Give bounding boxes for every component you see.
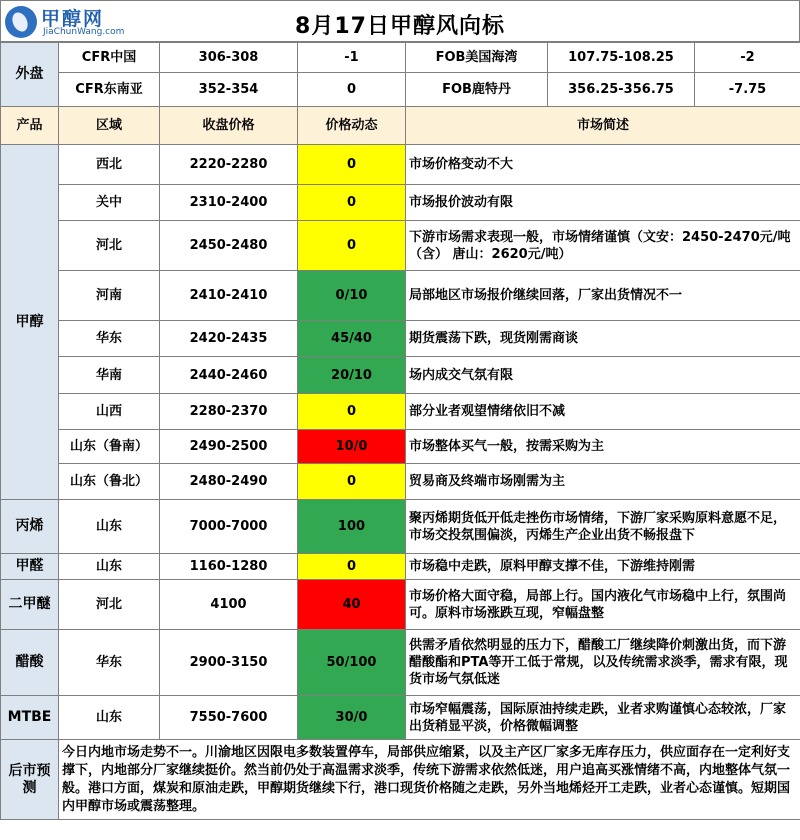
page-title: 8月17日甲醇风向标 (295, 14, 505, 39)
price-cell: 2420-2435 (160, 321, 298, 357)
change-cell: 0 (298, 221, 406, 271)
change-cell: 50/100 (298, 630, 406, 696)
table-row (1, 580, 800, 630)
region-cell: 华东 (59, 630, 160, 696)
region-cell: 山东（鲁南） (59, 430, 160, 464)
region-cell: 河北 (59, 580, 160, 630)
header-product: 产品 (1, 107, 59, 145)
region-cell: 河南 (59, 271, 160, 321)
summary-cell: 部分业者观望情绪依旧不减 (406, 394, 800, 430)
summary-cell: 市场窄幅震荡，国际原油持续走跌，业者求购谨慎心态较浓，厂家出货稍显平淡，价格微幅调整 (406, 696, 800, 740)
price-cell: 2280-2370 (160, 394, 298, 430)
forecast-text: 今日内地市场走势不一。川渝地区因限电多数装置停车，局部供应缩紧，以及主产区厂家多无库存压力，供应面存在一定利好支撑下，内地部分厂家继续挺价。然当前仍处于高温需求淡季，传统下游需求依然低迷，用户追高买涨情绪不高，内地整体气氛一般。港口方面，煤炭和原油走跌，甲醇期货继续下行，港口现货价格随之走跌，另外当地烯烃开工走跌，业者心态谨慎。短期国内甲醇市场或震荡整理。 (59, 740, 800, 820)
market-price: 107.75-108.25 (548, 43, 695, 73)
change-cell: 45/40 (298, 321, 406, 357)
table-row (1, 696, 800, 740)
header-price: 收盘价格 (160, 107, 298, 145)
external-row (1, 73, 800, 107)
region-cell: 关中 (59, 185, 160, 221)
price-table (0, 42, 800, 820)
market-change: -2 (695, 43, 800, 73)
market-change: -7.75 (695, 73, 800, 107)
change-cell: 30/0 (298, 696, 406, 740)
market-change: -1 (298, 43, 406, 73)
change-cell: 0 (298, 145, 406, 185)
logo-english: JiaChunWang.com (43, 27, 125, 37)
price-cell: 2490-2500 (160, 430, 298, 464)
market-price: 356.25-356.75 (548, 73, 695, 107)
price-cell: 2410-2410 (160, 271, 298, 321)
header-region: 区域 (59, 107, 160, 145)
market-price: 306-308 (160, 43, 298, 73)
price-cell: 2480-2490 (160, 464, 298, 500)
table-row (1, 321, 800, 357)
summary-cell: 聚丙烯期货低开低走挫伤市场情绪，下游厂家采购原料意愿不足，市场交投氛围偏淡，丙烯生产企业出货不畅报盘下 (406, 500, 800, 554)
logo-chinese: 甲醇网 (41, 8, 105, 30)
summary-cell: 场内成交气氛有限 (406, 357, 800, 394)
product-methanol: 甲醇 (1, 145, 59, 500)
region-cell: 山东（鲁北） (59, 464, 160, 500)
market-name: FOB鹿特丹 (406, 73, 548, 107)
table-row (1, 145, 800, 185)
region-cell: 西北 (59, 145, 160, 185)
summary-cell: 贸易商及终端市场刚需为主 (406, 464, 800, 500)
market-name: CFR中国 (59, 43, 160, 73)
change-cell: 0 (298, 185, 406, 221)
price-cell: 7000-7000 (160, 500, 298, 554)
market-price: 352-354 (160, 73, 298, 107)
summary-cell: 市场整体买气一般，按需采购为主 (406, 430, 800, 464)
market-change: 0 (298, 73, 406, 107)
price-cell: 2900-3150 (160, 630, 298, 696)
price-cell: 2450-2480 (160, 221, 298, 271)
price-cell: 4100 (160, 580, 298, 630)
price-cell: 2440-2460 (160, 357, 298, 394)
change-cell: 0 (298, 394, 406, 430)
region-cell: 河北 (59, 221, 160, 271)
table-row (1, 394, 800, 430)
summary-cell: 市场报价波动有限 (406, 185, 800, 221)
region-cell: 华南 (59, 357, 160, 394)
table-row (1, 430, 800, 464)
forecast-row (1, 740, 800, 820)
product-cell: 丙烯 (1, 500, 59, 554)
summary-cell: 市场价格大面守稳，局部上行。国内液化气市场稳中上行，氛围尚可。原料市场涨跌互现，窄幅盘整 (406, 580, 800, 630)
report-header (0, 0, 800, 42)
price-cell: 2220-2280 (160, 145, 298, 185)
region-cell: 华东 (59, 321, 160, 357)
price-cell: 2310-2400 (160, 185, 298, 221)
summary-cell: 市场稳中走跌，原料甲醇支撑不佳，下游维持刚需 (406, 554, 800, 580)
change-cell: 10/0 (298, 430, 406, 464)
table-row (1, 630, 800, 696)
price-cell: 7550-7600 (160, 696, 298, 740)
table-row (1, 357, 800, 394)
region-cell: 山东 (59, 500, 160, 554)
table-row (1, 464, 800, 500)
column-header-row (1, 107, 800, 145)
external-label: 外盘 (1, 43, 59, 107)
change-cell: 40 (298, 580, 406, 630)
table-row (1, 221, 800, 271)
table-row (1, 554, 800, 580)
external-row (1, 43, 800, 73)
summary-cell: 局部地区市场报价继续回落，厂家出货情况不一 (406, 271, 800, 321)
summary-cell: 供需矛盾依然明显的压力下，醋酸工厂继续降价刺激出货，而下游醋酸酯和PTA等开工低于常规，以及传统需求淡季，需求有限，现货市场气氛低迷 (406, 630, 800, 696)
header-change: 价格动态 (298, 107, 406, 145)
change-cell: 20/10 (298, 357, 406, 394)
summary-cell: 下游市场需求表现一般，市场情绪谨慎（文安：2450-2470元/吨（含） 唐山：2620元/吨） (406, 221, 800, 271)
product-cell: 二甲醚 (1, 580, 59, 630)
change-cell: 0/10 (298, 271, 406, 321)
market-name: FOB美国海湾 (406, 43, 548, 73)
region-cell: 山东 (59, 554, 160, 580)
product-cell: 醋酸 (1, 630, 59, 696)
product-cell: MTBE (1, 696, 59, 740)
header-summary: 市场简述 (406, 107, 800, 145)
region-cell: 山东 (59, 696, 160, 740)
product-cell: 甲醛 (1, 554, 59, 580)
summary-cell: 期货震荡下跌，现货刚需商谈 (406, 321, 800, 357)
market-name: CFR东南亚 (59, 73, 160, 107)
change-cell: 0 (298, 464, 406, 500)
region-cell: 山西 (59, 394, 160, 430)
forecast-label: 后市预测 (1, 740, 59, 820)
table-row (1, 500, 800, 554)
price-cell: 1160-1280 (160, 554, 298, 580)
change-cell: 100 (298, 500, 406, 554)
table-row (1, 185, 800, 221)
summary-cell: 市场价格变动不大 (406, 145, 800, 185)
table-row (1, 271, 800, 321)
change-cell: 0 (298, 554, 406, 580)
